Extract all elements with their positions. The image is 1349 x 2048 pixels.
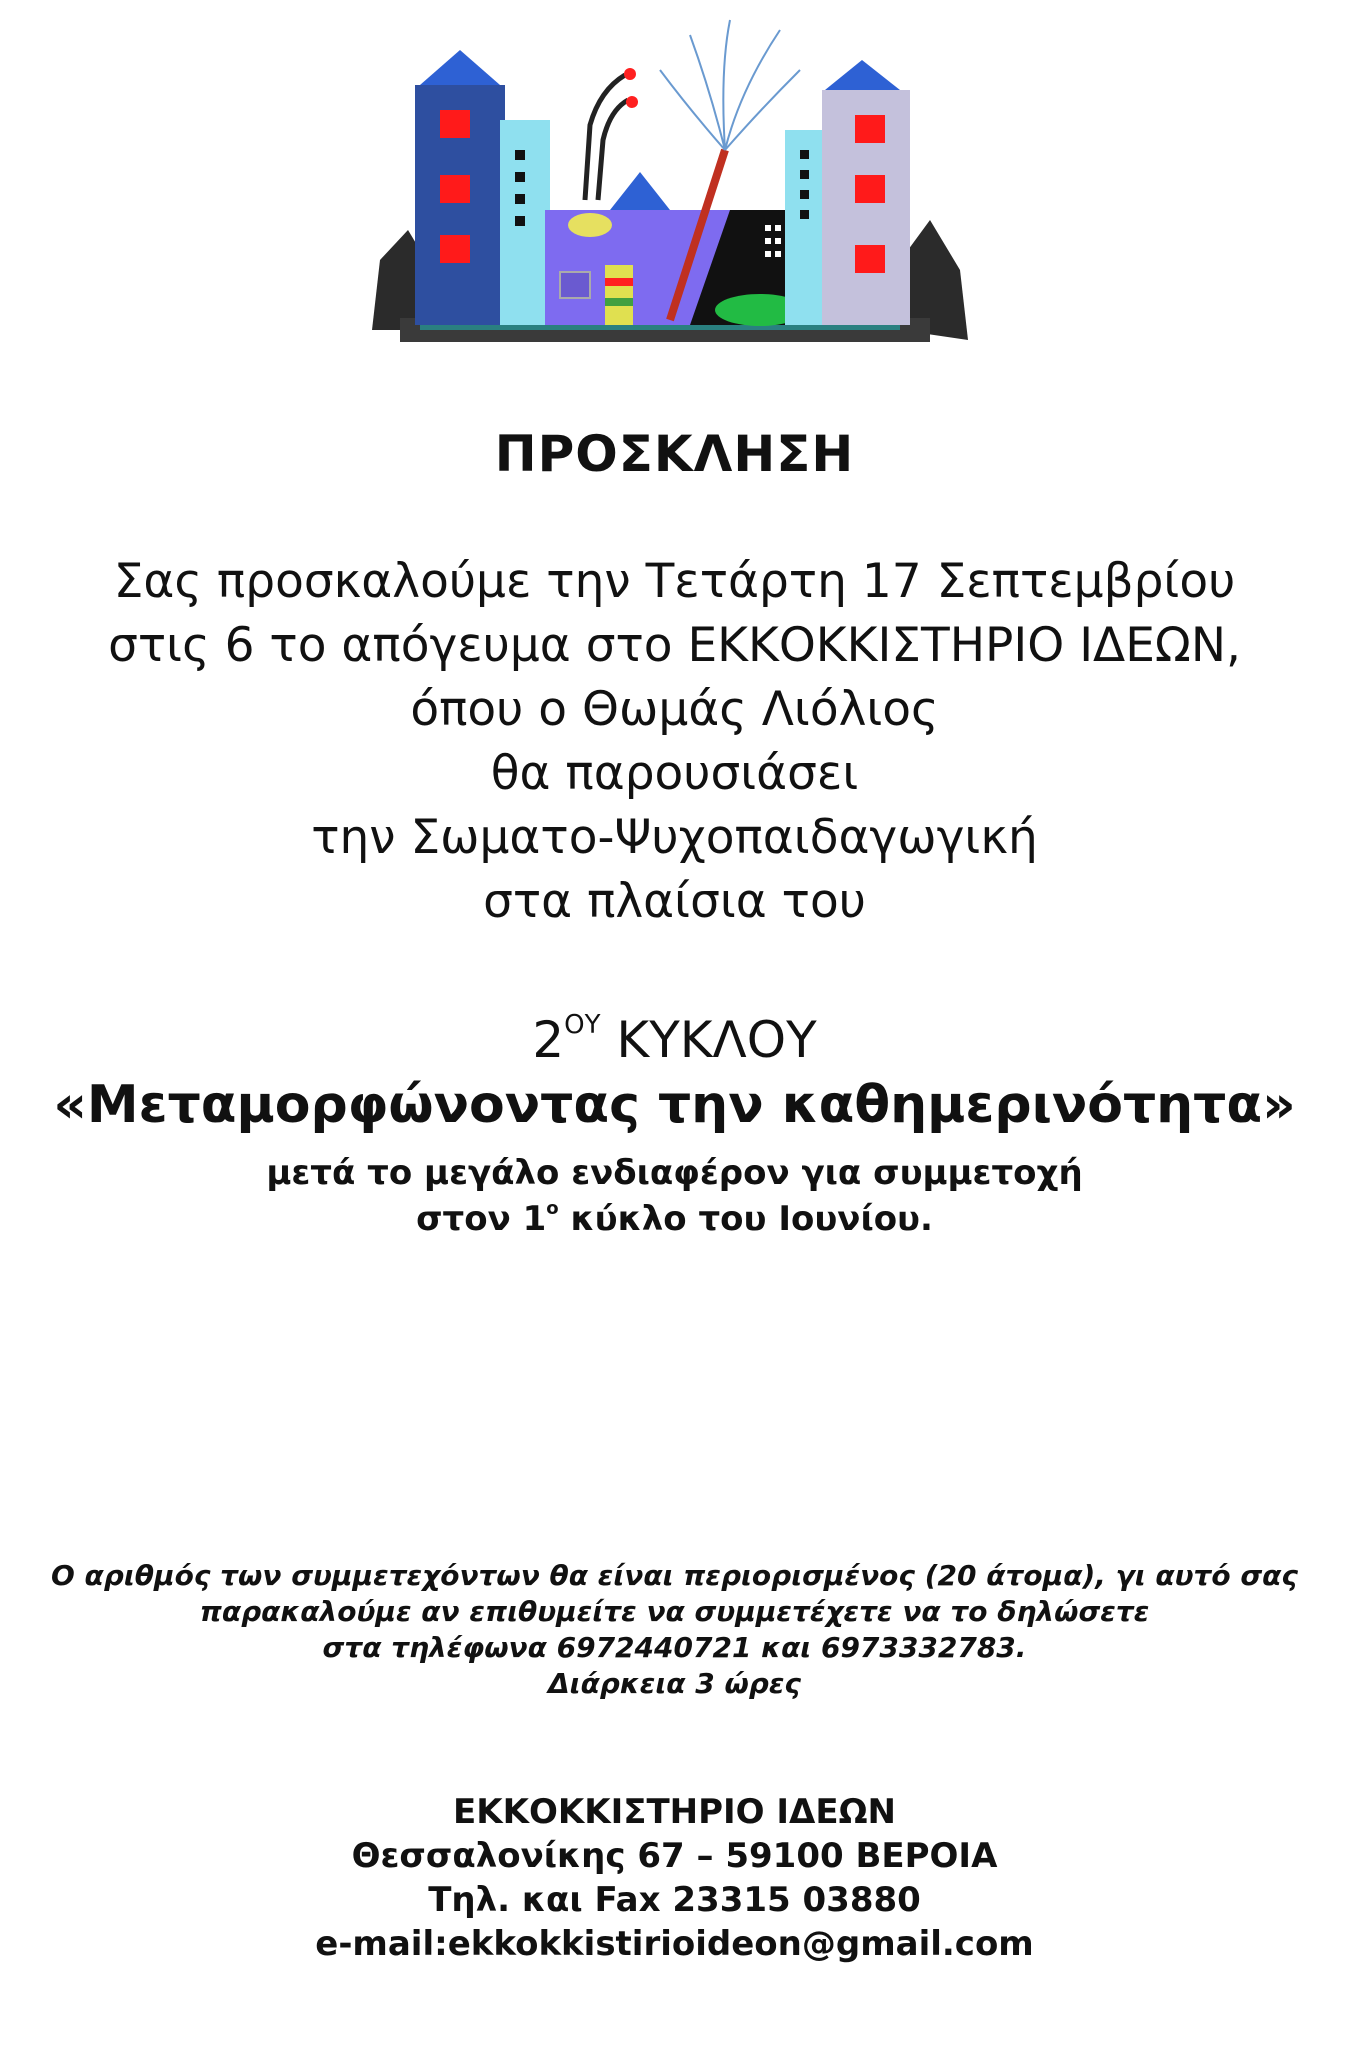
note-line: παρακαλούμε αν επιθυμείτε να συμμετέχετε να το δηλώσετε: [199, 1595, 1150, 1628]
contact-address: Θεσσαλονίκης 67 – 59100 ΒΕΡΟΙΑ: [351, 1836, 998, 1876]
after-line: μετά το μεγάλο ενδιαφέρον για συμμετοχή: [266, 1153, 1083, 1193]
participation-note: [0, 1558, 1349, 1702]
after-line: [0, 1196, 1349, 1242]
note-line: Διάρκεια 3 ώρες: [547, 1667, 802, 1700]
invitation-line: όπου ο Θωμάς Λιόλιος: [410, 682, 939, 737]
invitation-line: στις 6 το απόγευμα στο ΕΚΚΟΚΚΙΣΤΗΡΙΟ ΙΔΕΩΝ,: [108, 618, 1241, 673]
city-buildings-illustration-icon: [360, 10, 970, 350]
invitation-line: Σας προσκαλούμε την Τετάρτη 17 Σεπτεμβρίου: [113, 554, 1236, 609]
cycle-heading: [0, 1005, 1349, 1075]
invitation-text: [0, 550, 1349, 934]
cycle-word: ΚΥΚΛΟΥ: [616, 1011, 817, 1069]
after-text: [0, 1150, 1349, 1242]
contact-email: e-mail:ekkokkistirioideon@gmail.com: [315, 1924, 1034, 1964]
note-line: στα τηλέφωνα 6972440721 και 6973332783.: [322, 1631, 1027, 1664]
invitation-line: στα πλαίσια του: [483, 874, 866, 929]
invitation-line: θα παρουσιάσει: [490, 746, 859, 801]
invitation-line: την Σωματο-Ψυχοπαιδαγωγική: [311, 810, 1038, 865]
cycle-theme: «Μεταμορφώνοντας την καθημερινότητα»: [53, 1075, 1296, 1135]
cycle-ordinal: ΟΥ: [564, 1010, 601, 1040]
after-line-prefix: στον 1: [416, 1199, 547, 1239]
after-line-suffix: κύκλο του Ιουνίου.: [558, 1199, 933, 1239]
page-title: ΠΡΟΣΚΛΗΣΗ: [494, 425, 855, 483]
contact-block: [0, 1790, 1349, 1966]
after-line-sup: ο: [546, 1198, 559, 1219]
contact-name: ΕΚΚΟΚΚΙΣΤΗΡΙΟ ΙΔΕΩΝ: [453, 1792, 896, 1832]
note-line: Ο αριθμός των συμμετεχόντων θα είναι περιορισμένος (20 άτομα), γι αυτό σας: [51, 1559, 1298, 1592]
contact-phone: Τηλ. και Fax 23315 03880: [428, 1880, 921, 1920]
cycle-number: 2: [532, 1011, 565, 1069]
